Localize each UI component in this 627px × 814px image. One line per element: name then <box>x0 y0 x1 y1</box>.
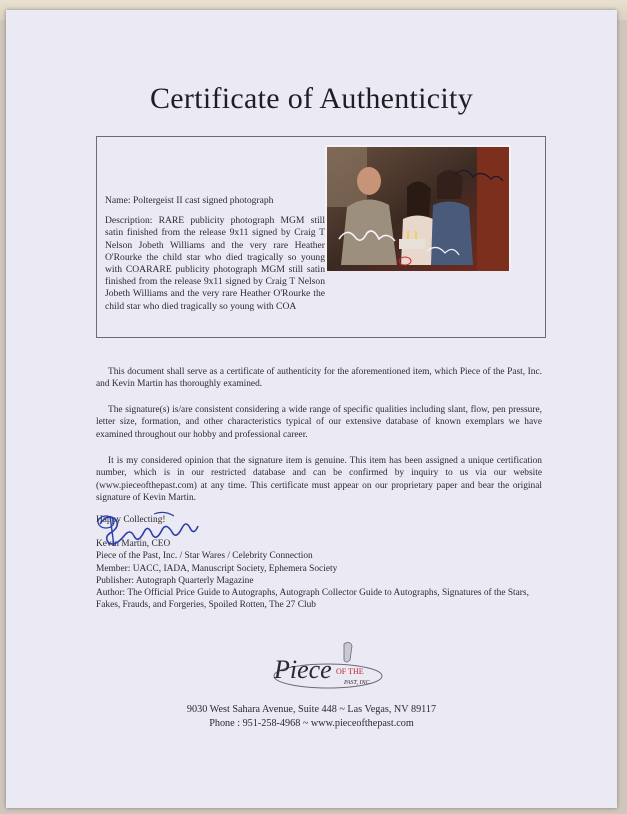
signoff-name: Kevin Martin, CEO <box>96 539 171 550</box>
logo-text-past: PAST, INC. <box>344 680 371 686</box>
contact-info <box>6 703 617 731</box>
item-description: Description: RARE publicity photograph MGM still satin finished from the release 9x11 signed by Craig T Nelson Jobeth Williams and the very rare Heather O'Rourke the child star who died tragically so young with COARARE publicity photograph MGM still satin finished from the release 9x11 signed by Craig T Nelson Jobeth Williams and the very rare Heather O'Rourke the child star who died tragically so young with COA <box>105 215 325 312</box>
certificate-sheet <box>6 10 617 808</box>
item-text <box>105 195 325 321</box>
signed-photograph <box>327 147 509 271</box>
piece-of-the-past-logo <box>264 636 384 696</box>
logo-text-of: OF THE <box>336 667 364 676</box>
item-details-box <box>96 136 546 338</box>
certificate-title: Certificate of Authenticity <box>150 82 473 115</box>
signoff-member: Member: UACC, IADA, Manuscript Society, Ephemera Society <box>96 563 338 574</box>
logo-text-main: Piece <box>274 655 332 684</box>
contact-address: 9030 West Sahara Avenue, Suite 448 ~ Las Vegas, NV 89117 <box>186 704 437 715</box>
signoff-publisher: Publisher: Autograph Quarterly Magazine <box>96 575 254 586</box>
kevin-martin-signature <box>94 506 204 554</box>
signoff-company: Piece of the Past, Inc. / Star Wares / Celebrity Connection <box>96 551 313 562</box>
paragraph-examination: This document shall serve as a certificate of authenticity for the aforementioned item, which Piece of the Past, Inc. and Kevin Martin has thoroughly examined. <box>96 367 542 390</box>
signoff-author: Author: The Official Price Guide to Autographs, Autograph Collector Guide to Autographs, Signatures of the Stars, Fakes, Frauds, and Forgeries, Spoiled Rotten, The 27 Club <box>96 588 529 611</box>
item-name: Name: Poltergeist II cast signed photograph <box>105 195 274 206</box>
contact-phone-web: Phone : 951-258-4968 ~ www.pieceofthepast.com <box>209 718 414 729</box>
signoff-greeting: Happy Collecting! <box>96 515 166 525</box>
paragraph-signature-analysis: The signature(s) is/are consistent considering a wide range of specific qualities including slant, flow, pen pressure, letter size, formation, and other characteristics typical of our extensive database of known exemplars we have examined throughout our hobby and professional career. <box>96 405 542 440</box>
paragraph-opinion: It is my considered opinion that the signature item is genuine. This item has been assigned a unique certification number, which is in our restricted database and can be confirmed by inquiry to us via our website (www.pieceofthepast.com) at any time. This certificate must appear on our proprietary paper and bear the original signature of Kevin Martin. <box>96 456 542 504</box>
